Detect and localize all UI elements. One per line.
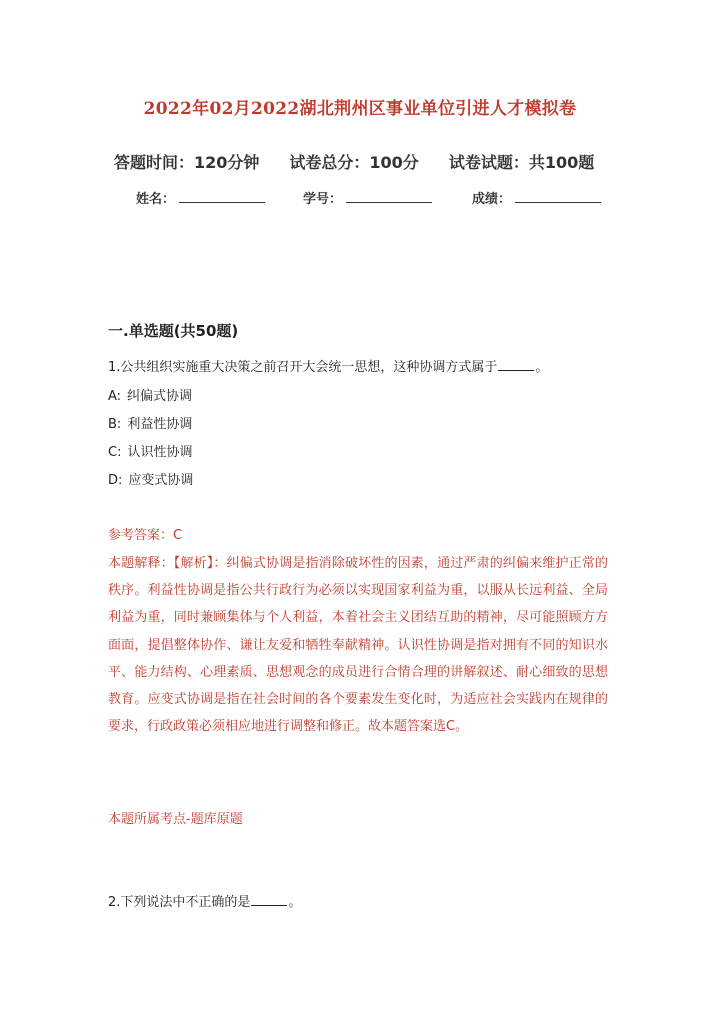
option-key: D: [108, 473, 123, 488]
option-key: B: [108, 417, 122, 432]
name-blank-line [179, 190, 265, 203]
option-text: 认识性协调 [127, 445, 193, 460]
exam-title: 2022年02月2022湖北荆州区事业单位引进人才模拟卷 [143, 99, 577, 119]
option-c [108, 441, 192, 460]
question-stem-text: 1.公共组织实施重大决策之前召开大会统一思想，这种协调方式属于 [108, 360, 498, 375]
knowledge-point: 本题所属考点-题库原题 [108, 812, 243, 827]
answer-explanation: 本题解释：【解析】：纠偏式协调是指消除破坏性的因素，通过严肃的纠偏来维护正常的秩序。利益性协调是指公共行政行为必须以实现国家利益为重，以服从长远利益、全局利益为重，同时兼顾集体与个人利益，本着社会主义团结互助的精神，尽可能照顾方方面面，提倡整体协作、谦让友爱和牺牲奉献精神。认识性协调是指对拥有不同的知识水平、能力结构、心理素质、思想观念的成员进行合情合理的讲解叙述、耐心细致的思想教育。应变式协调是指在社会时间的各个要素发生变化时，为适应社会实践内在规律的要求，行政政策必须相应地进行调整和修正。故本题答案选C。 [108, 556, 608, 735]
option-text: 应变式协调 [128, 473, 194, 488]
answer-time: 答题时间：120分钟 [114, 153, 260, 172]
section-title: 一.单选题(共50题) [108, 322, 239, 340]
option-b [108, 413, 192, 432]
question-stem-end: 。 [288, 895, 302, 910]
option-a [108, 385, 192, 404]
answer-blank [498, 359, 534, 371]
name-field [136, 188, 265, 207]
score-field [472, 188, 601, 207]
student-id-blank-line [346, 190, 432, 203]
student-id-field [303, 188, 432, 207]
exam-info-row [114, 150, 614, 173]
score-blank-line [515, 190, 601, 203]
question-1-stem [108, 356, 548, 375]
total-score: 试卷总分：100分 [289, 153, 419, 172]
option-d [108, 469, 193, 488]
question-stem-end: 。 [535, 360, 549, 375]
question-2-stem [108, 891, 301, 910]
name-label: 姓名： [136, 192, 176, 207]
answer-blank [251, 894, 287, 906]
option-key: A: [108, 389, 122, 404]
option-text: 利益性协调 [127, 417, 193, 432]
question-count: 试卷试题：共100题 [448, 153, 595, 172]
score-label: 成绩： [472, 192, 512, 207]
question-stem-text: 2.下列说法中不正确的是 [108, 895, 251, 910]
option-text: 纠偏式协调 [127, 389, 193, 404]
option-key: C: [108, 445, 122, 460]
student-id-label: 学号： [303, 192, 343, 207]
student-info-row [136, 188, 616, 207]
reference-answer: 参考答案：C [108, 528, 183, 543]
